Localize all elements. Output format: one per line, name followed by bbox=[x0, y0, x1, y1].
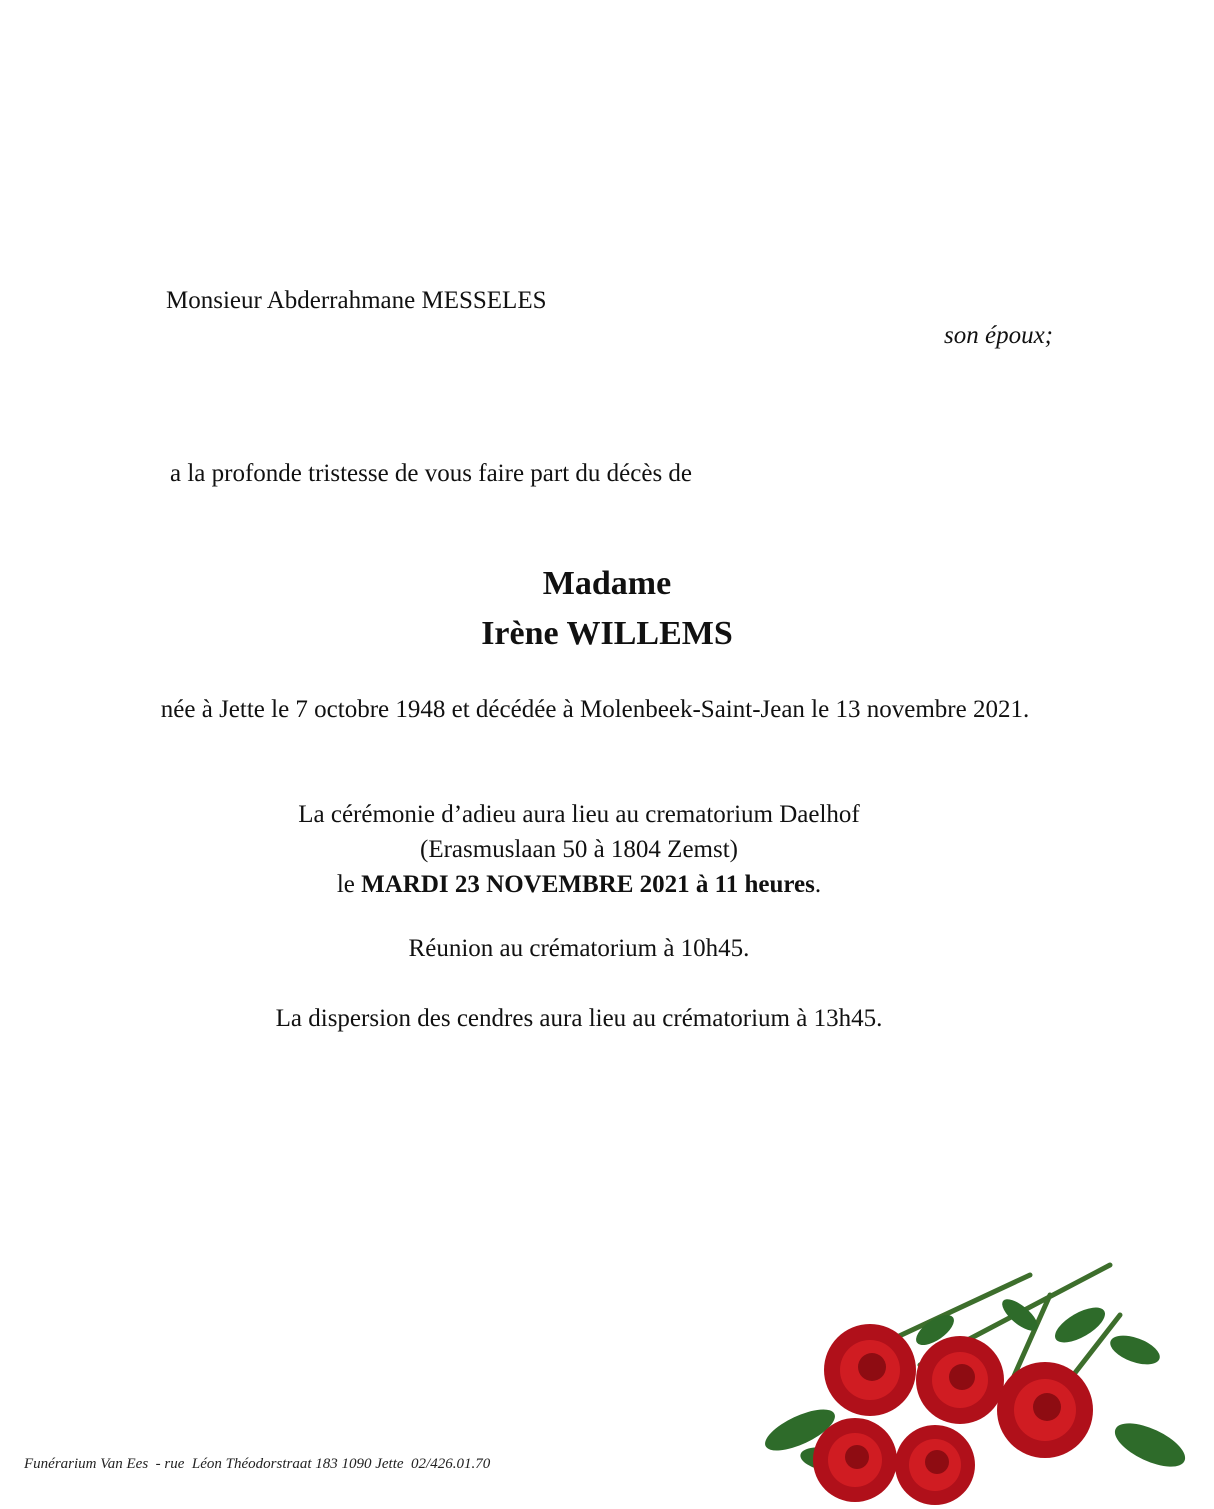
rose-5 bbox=[895, 1425, 975, 1505]
spouse-name: Monsieur Abderrahmane MESSELES bbox=[166, 287, 547, 314]
funeral-home-footer: Funérarium Van Ees - rue Léon Théodorstraat 183 1090 Jette 02/426.01.70 bbox=[24, 1456, 491, 1472]
ceremony-location: La cérémonie d’adieu aura lieu au crematorium Daelhof bbox=[298, 801, 860, 828]
ceremony-date-prefix: le bbox=[336, 871, 362, 898]
rose-1 bbox=[824, 1324, 916, 1416]
ashes-dispersion: La dispersion des cendres aura lieu au crématorium à 13h45. bbox=[275, 1005, 883, 1032]
ceremony-date-suffix: . bbox=[814, 871, 822, 898]
ceremony-details bbox=[0, 797, 1158, 902]
ceremony-date-line bbox=[0, 867, 1158, 902]
rose-4 bbox=[813, 1418, 897, 1502]
meeting-time: Réunion au crématorium à 10h45. bbox=[408, 935, 750, 962]
deceased-honorific: Madame bbox=[542, 565, 672, 602]
deceased-name: Irène WILLEMS bbox=[481, 615, 733, 652]
announcement-text: a la profonde tristesse de vous faire part du décès de bbox=[170, 460, 693, 487]
spouse-relation: son époux; bbox=[944, 322, 1053, 349]
ceremony-date: MARDI 23 NOVEMBRE 2021 à 11 heures bbox=[361, 871, 815, 898]
rose-2 bbox=[916, 1336, 1004, 1424]
rose-3 bbox=[997, 1362, 1093, 1458]
birth-death-line: née à Jette le 7 octobre 1948 et décédée à Molenbeek-Saint-Jean le 13 novembre 2021. bbox=[160, 696, 1030, 723]
roses-image bbox=[760, 1255, 1200, 1509]
ceremony-address: (Erasmuslaan 50 à 1804 Zemst) bbox=[420, 836, 738, 863]
